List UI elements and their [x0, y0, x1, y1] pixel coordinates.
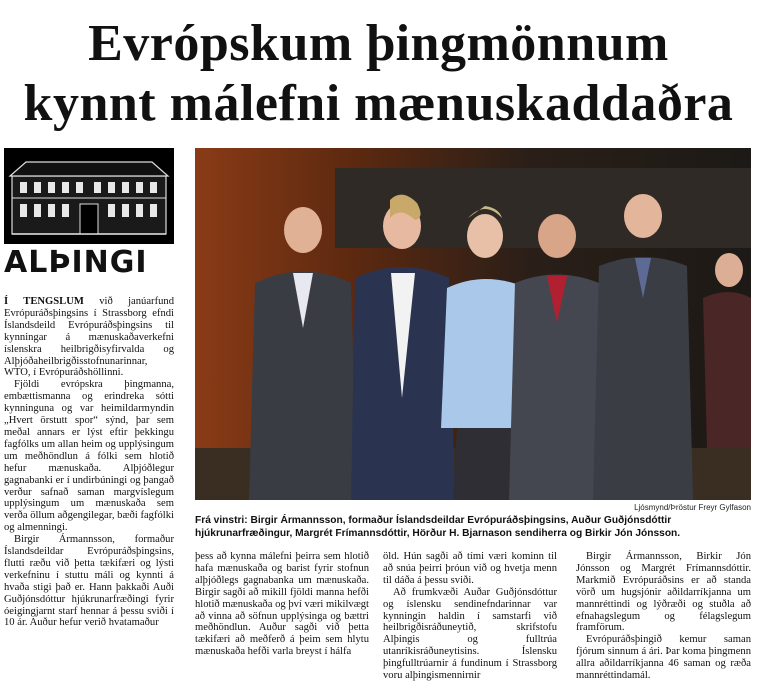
- paragraph: Að frumkvæði Auðar Guðjónsdóttur og íslensku sendinefndarinnar var kynningin haldin í samstarfi við heilbrigðisráðuneytið, skrifstofu Alþingis og fulltrúa utanríkisráðuneytisins. Íslensku þingfulltrúarnir á fundinum í Strassborg voru alþingismennirnir: [383, 586, 557, 682]
- article-column-3: [383, 551, 557, 682]
- parliament-building-icon: [4, 148, 174, 244]
- paragraph: þess að kynna málefni þeirra sem hlotið hafa mænuskaða og barist fyrir stofnun alþjóðlegs gagnabanka um mænuskaða. Birgir sagði að mikill fjöldi manna hefði hlotið mænuskaða og því væri mikilvægt að vinna að söfnun upplýsinga og bættri meðhöndlun. Auður sagði við þetta tækifæri að meðferð á þeim sem hlytu mænuskaða hefði varla breyst í hálfa: [195, 551, 369, 658]
- paragraph: öld. Hún sagði að tími væri kominn til að snúa þeirri þróun við og hvetja menn til dáða á þessu sviði.: [383, 551, 557, 586]
- headline-line-1: Evrópskum þingmönnum: [88, 15, 669, 72]
- article-column-4: [576, 551, 751, 682]
- news-photo: [195, 148, 751, 500]
- logo-name: ALÞINGI: [4, 245, 148, 280]
- article-column-2: [195, 551, 369, 658]
- paragraph: Birgir Ármannsson, Birkir Jón Jónsson og Margrét Frímannsdóttir. Markmið Evrópuráðsins er að standa vörð um hugsjónir aðildarríkjanna um mannréttindi og lýðræði og stuðla að efnahagslegum og félagslegum framförum.: [576, 551, 751, 634]
- paragraph: Birgir Ármannsson, formaður Íslandsdeildar Evrópuráðsþingsins, flutti ræðu við þetta tækifæri og lýsti verkefninu í stuttu máli og kynnti á hvaða stigi það er. Hann þakkaði Auði Guðjónsdóttur hjúkrunarfræðingi fyrir óeigingjarnt starf hennar á þessu sviði í 10 ár. Auður hefur verið hvatamaður: [4, 534, 174, 629]
- paragraph: Evrópuráðsþingið kemur saman fjórum sinnum á ári. Þar koma þingmenn allra aðildarríkjanna 46 saman og ræða mannréttindamál.: [576, 634, 751, 682]
- paragraph: Í TENGSLUM við janúarfund Evrópuráðsþingsins í Strassborg efndi Íslandsdeild Evrópuráðsþingsins til kynningar á mænuskaðaverkefni íslenskra heilbrigðisyfirvalda og Alþjóðaheilbrigðisstofnunarinnar, WTO, í Evrópuráðshöllinni.: [4, 296, 174, 379]
- headline-line-2: kynnt málefni mænuskaddaðra: [23, 75, 734, 132]
- photo-credit: Ljósmynd/Þröstur Freyr Gylfason: [634, 503, 751, 512]
- photo-caption: Frá vinstri: Birgir Ármannsson, formaður Íslandsdeildar Evrópuráðsþingsins, Auður Guðjónsdóttir hjúkrunarfræðingur, Margrét Frímannsdóttir, Hörður H. Bjarnason sendiherra og Birkir Jón Jónsson.: [195, 515, 681, 539]
- article-column-1: [4, 296, 174, 696]
- paragraph: Fjöldi evrópskra þingmanna, embættismanna og erindreka sótti kynninguna og var heimildarmyndin „Hvert örstutt spor“ sýnd, þar sem meðal annars er lýst eftir þekkingu fagfólks um allan heim og upplýsingum um meðhöndlun á fólki sem hlotið hefur mænuskaða. Alþjóðlegur gagnabanki er í undirbúningi og þangað verður safnað saman margvíslegum upplýsingum um mænuskaða sem verða öllum aðgengilegar, bæði fagfólki og almenningi.: [4, 379, 174, 534]
